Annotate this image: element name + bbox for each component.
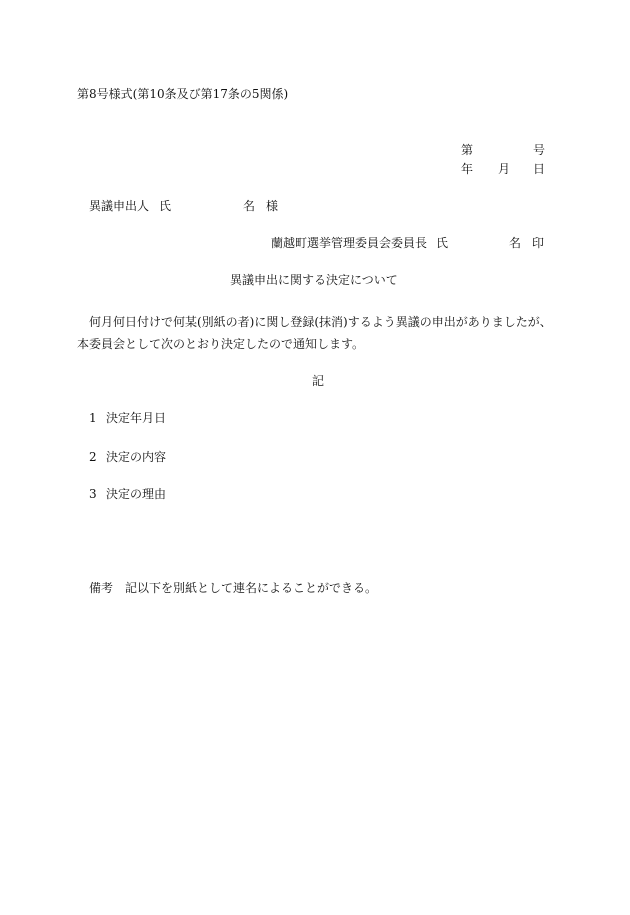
sender-mei: 名	[509, 236, 522, 250]
sender-seal: 印	[532, 236, 545, 250]
item-text: 決定の内容	[106, 450, 167, 464]
doc-number-dai: 第	[461, 143, 474, 157]
addressee-label: 異議申出人	[89, 199, 150, 213]
item-text: 決定の理由	[106, 487, 167, 501]
date-day: 日	[533, 162, 546, 176]
addressee-shi: 氏	[159, 199, 172, 213]
item-number: 3	[89, 487, 97, 501]
addressee-mei: 名	[243, 199, 256, 213]
addressee-sama: 様	[266, 199, 279, 213]
date-month: 月	[498, 162, 511, 176]
remark-text: 記以下を別紙として連名によることができる。	[125, 581, 378, 595]
remark-label: 備考	[89, 581, 114, 595]
sender-shi: 氏	[436, 236, 449, 250]
item-text: 決定年月日	[106, 411, 167, 425]
body-paragraph	[77, 311, 557, 355]
item-number: 1	[89, 411, 97, 425]
document-title: 異議申出に関する決定について	[230, 273, 398, 287]
sender-org: 蘭越町選挙管理委員会委員長	[271, 236, 428, 250]
body-text: 何月何日付けで何某(別紙の者)に関し登録(抹消)するよう異議の申出がありましたが、本委員会として次のとおり決定したので通知します。	[77, 315, 552, 351]
item-number: 2	[89, 450, 97, 464]
form-label: 第8号様式(第10条及び第17条の5関係)	[77, 87, 289, 101]
ki-heading: 記	[312, 374, 325, 388]
doc-number-go: 号	[533, 143, 546, 157]
date-year: 年	[461, 162, 474, 176]
